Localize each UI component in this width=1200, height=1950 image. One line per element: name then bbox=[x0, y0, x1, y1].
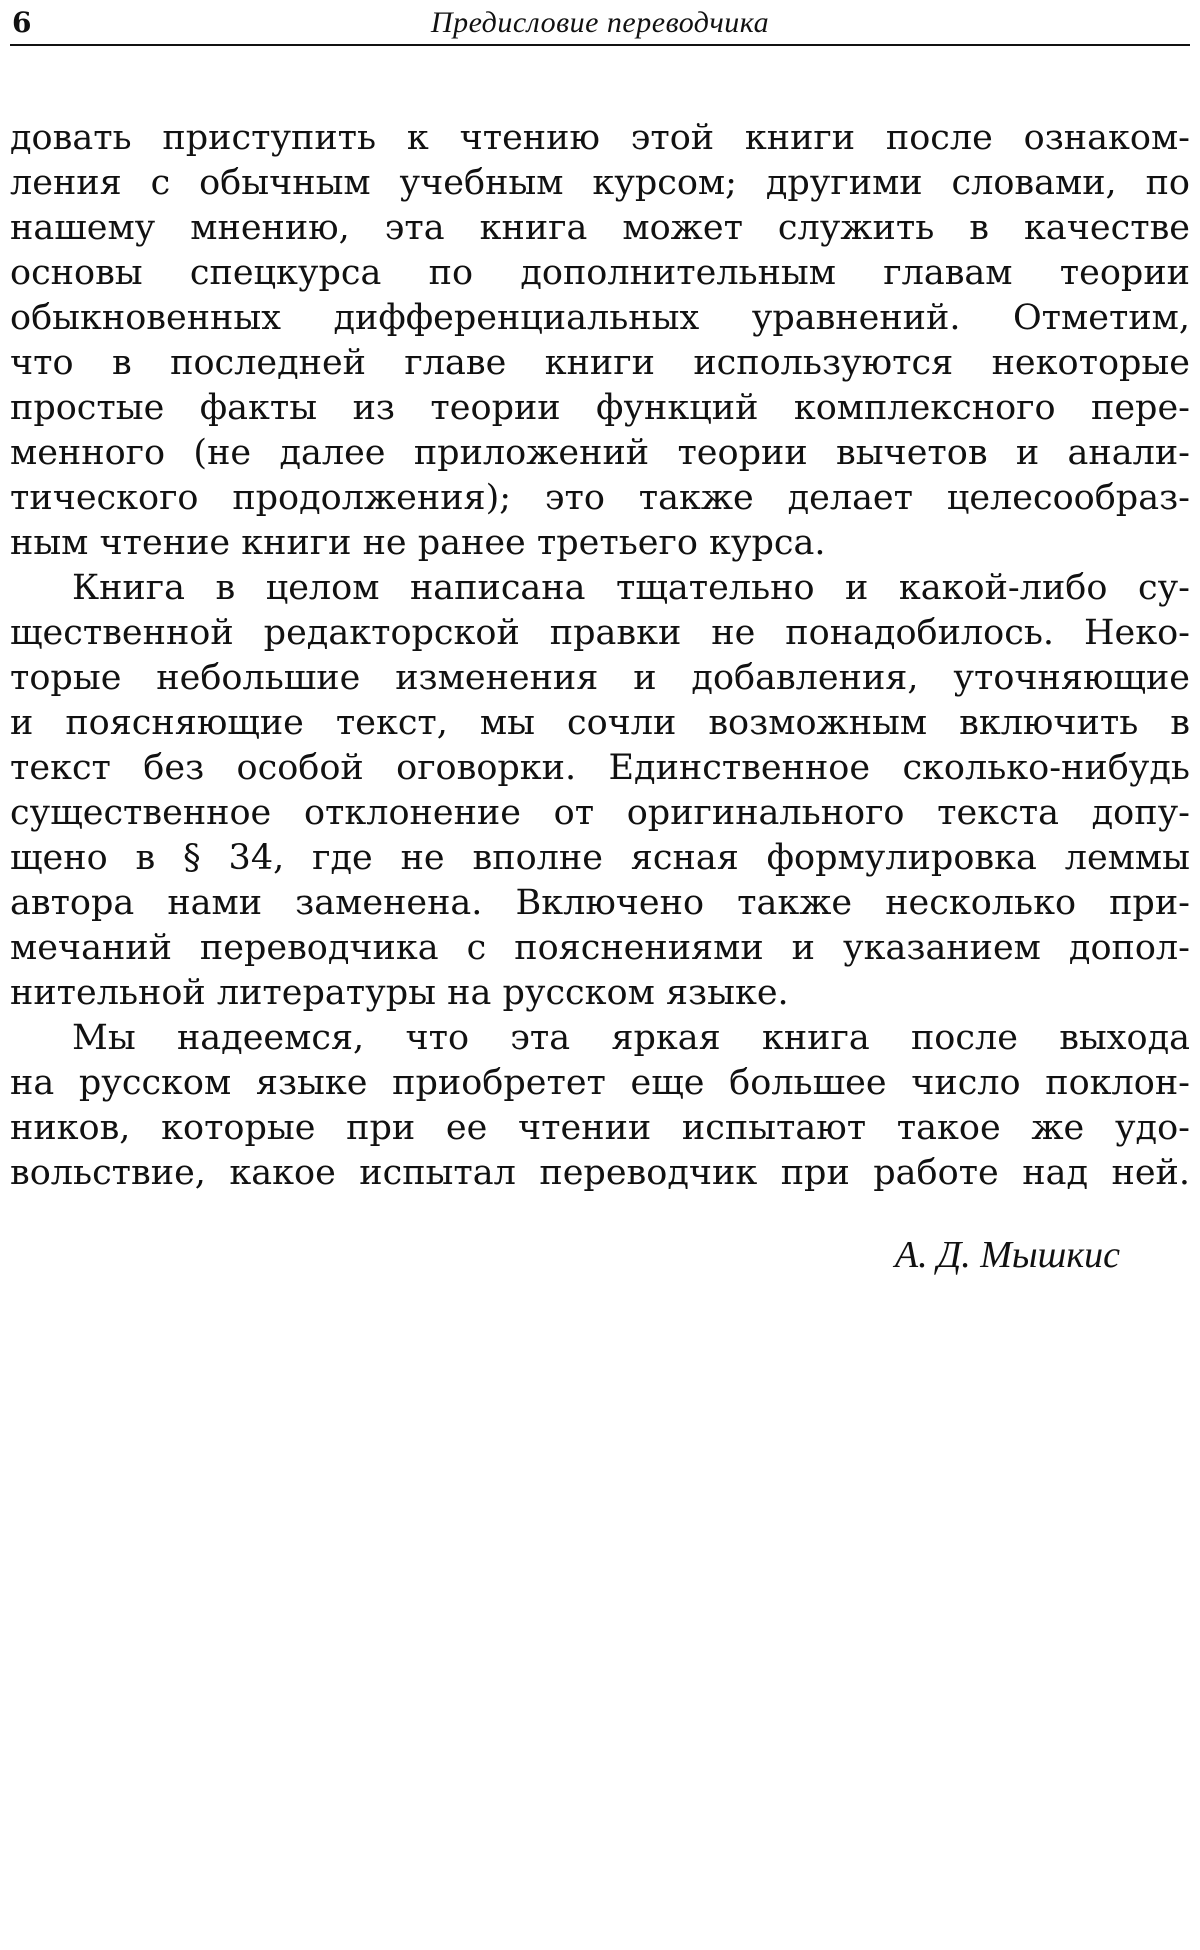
paragraph-continuation bbox=[10, 116, 1190, 566]
body-text bbox=[10, 116, 1190, 1196]
text-line: мечаний переводчика с пояснениями и указанием допол- bbox=[10, 928, 1190, 968]
text-line: текст без особой оговорки. Единственное сколько-нибудь bbox=[10, 748, 1190, 788]
text-line: Мы надеемся, что эта яркая книга после выхода bbox=[72, 1018, 1190, 1058]
paragraph-editing-notes bbox=[10, 566, 1190, 1016]
text-line: и поясняющие текст, мы сочли возможным включить в bbox=[10, 703, 1190, 743]
running-title: Предисловие переводчика bbox=[430, 6, 770, 39]
text-line: на русском языке приобретет еще большее число поклон- bbox=[10, 1063, 1190, 1103]
text-line: ников, которые при ее чтении испытают такое же удо- bbox=[10, 1108, 1190, 1148]
text-line: тического продолжения); это также делает целесообраз- bbox=[10, 478, 1190, 518]
page-number: 6 bbox=[12, 6, 32, 39]
text-line: Книга в целом написана тщательно и какой-либо су- bbox=[72, 568, 1190, 608]
translator-signature: А. Д. Мышкис bbox=[894, 1234, 1120, 1276]
text-line: щено в § 34, где не вполне ясная формулировка леммы bbox=[10, 838, 1190, 878]
text-line: автора нами заменена. Включено также несколько при- bbox=[10, 883, 1190, 923]
text-line: щественной редакторской правки не понадобилось. Неко- bbox=[10, 613, 1190, 653]
text-line: обыкновенных дифференциальных уравнений. Отметим, bbox=[10, 298, 1190, 338]
text-line: нашему мнению, эта книга может служить в качестве bbox=[10, 208, 1190, 248]
paragraph-closing bbox=[10, 1016, 1190, 1196]
text-line: торые небольшие изменения и добавления, уточняющие bbox=[10, 658, 1190, 698]
running-head bbox=[10, 6, 1190, 46]
text-line: что в последней главе книги используются некоторые bbox=[10, 343, 1190, 383]
text-line: простые факты из теории функций комплексного пере- bbox=[10, 388, 1190, 428]
text-line: существенное отклонение от оригинального текста допу- bbox=[10, 793, 1190, 833]
text-line: нительной литературы на русском языке. bbox=[10, 973, 789, 1013]
text-line: ным чтение книги не ранее третьего курса. bbox=[10, 523, 826, 563]
book-page bbox=[10, 0, 1190, 1950]
text-line: вольствие, какое испытал переводчик при работе над ней. bbox=[10, 1153, 1190, 1193]
text-line: довать приступить к чтению этой книги после ознаком- bbox=[10, 118, 1190, 158]
text-line: менного (не далее приложений теории вычетов и анали- bbox=[10, 433, 1190, 473]
text-line: основы спецкурса по дополнительным главам теории bbox=[10, 253, 1190, 293]
text-line: ления с обычным учебным курсом; другими словами, по bbox=[10, 163, 1190, 203]
